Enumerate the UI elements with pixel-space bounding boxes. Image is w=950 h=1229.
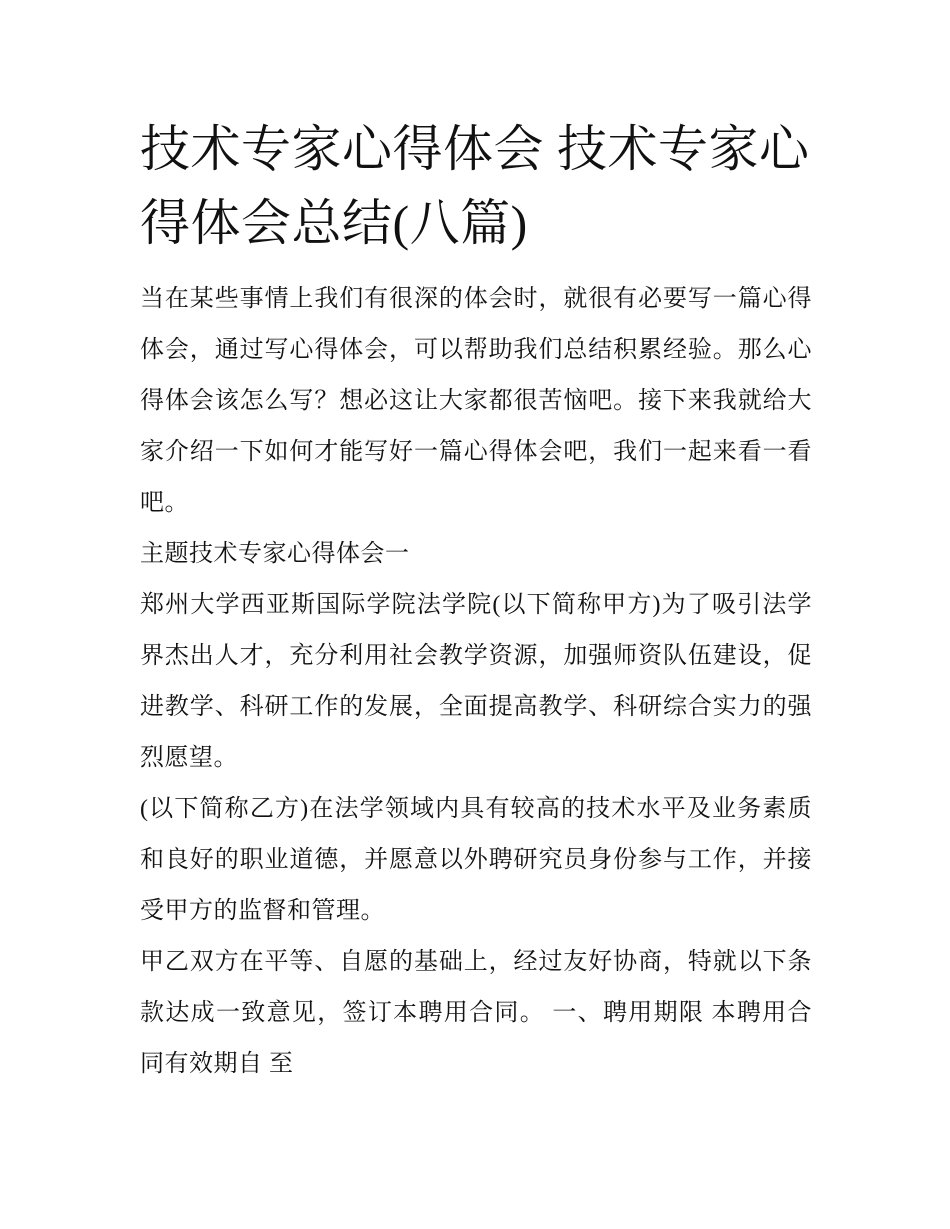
paragraph-intro: 当在某些事情上我们有很深的体会时，就很有必要写一篇心得体会，通过写心得体会，可以帮助我们总结积累经验。那么心得体会该怎么写？想必这让大家都很苦恼吧。接下来我就给大家介绍一下如何才能写好一篇心得体会吧，我们一起来看一看吧。 <box>140 286 812 516</box>
paragraph-party-b: (以下简称乙方)在法学领域内具有较高的技术水平及业务素质和良好的职业道德，并愿意以外聘研究员身份参与工作，并接受甲方的监督和管理。 <box>140 796 812 924</box>
paragraph-party-a: 郑州大学西亚斯国际学院法学院(以下简称甲方)为了吸引法学界杰出人才，充分利用社会教学资源，加强师资队伍建设，促进教学、科研工作的发展，全面提高教学、科研综合实力的强烈愿望。 <box>140 592 812 771</box>
paragraph-agreement: 甲乙双方在平等、自愿的基础上，经过友好协商，特就以下条款达成一致意见，签订本聘用合同。 一、聘用期限 本聘用合同有效期自 至 <box>140 949 812 1077</box>
document-content <box>140 112 812 1090</box>
paragraph-section-heading: 主题技术专家心得体会一 <box>140 541 410 567</box>
document-title: 技术专家心得体会 技术专家心得体会总结(八篇) <box>140 121 810 251</box>
